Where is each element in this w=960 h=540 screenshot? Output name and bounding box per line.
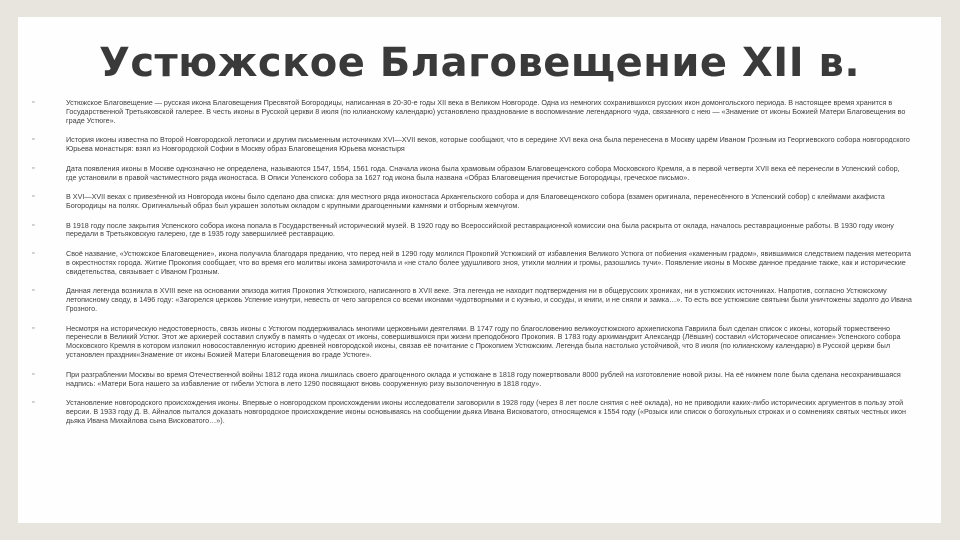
bullet-icon: ▫ xyxy=(32,164,35,172)
bullet-item xyxy=(32,371,912,389)
bullet-text: При разграблении Москвы во время Отечественной войны 1812 года икона лишилась своего драгоценного оклада и устюжане в 1818 году пожертвовали 8000 рублей на изготовление новой ризы. На её нижнем поле была сделана несохранившаяся надпись: «Матери Бога нашего за избавление от гибели Устюга в лето 1290 посвящают вновь сооруженную ризу вызолоченную в 1818 году». xyxy=(66,369,901,388)
bullet-text: Дата появления иконы в Москве однозначно не определена, называются 1547, 1554, 1561 года. Сначала икона была храмовым образом Благовещенского собора Московского Кремля, а в первой четверти XVII века её перенесли в Успенский собор, где установили в правой частиместного ряда иконостаса. В Описи Успенского собора за 1627 год икона была названа «Образ Благовещения пречистые Богородицы, греческое письмо». xyxy=(66,163,900,182)
bullet-icon: ▫ xyxy=(32,136,35,144)
bullet-icon: ▫ xyxy=(32,193,35,201)
bullet-item xyxy=(32,136,912,154)
bullet-icon: ▫ xyxy=(32,99,35,106)
bullet-icon: ▫ xyxy=(32,399,35,407)
bullet-text: В XVI—XVII веках с привезённой из Новгорода иконы было сделано два списка: для местного ряда иконостаса Архангельского собора и для Благовещенского собора (взамен оригинала, перенесённого в Успенский собор) с клеймами акафиста Богородицы на полях. Оригинальный образ был украшен золотым окладом с крупными драгоценными камнями и отборным жемчугом. xyxy=(66,192,885,211)
bullet-text: История иконы известна по Второй Новгородской летописи и другим письменным источникам XVI—XVII веков, которые сообщают, что в середине XVI века она была перенесена в Москву царём Иваном Грозным из Георгиевского собора новгородского Юрьева монастыря: взял из Новгородской Софии в Москву образ Благовещения Юрьева монастыря xyxy=(66,135,910,154)
bullet-item xyxy=(32,250,912,277)
bullet-item xyxy=(32,399,912,426)
bullet-text: Своё название, «Устюжское Благовещение», икона получила благодаря преданию, что перед ней в 1290 году молился Прокопий Устюжский от избавления Великого Устюга от побиения «каменным градом», явившимися следствием падения метеорита в окрестностях города. Житие Прокопия сообщает, что во время его молитвы икона замироточила и «не стало более удушливого зноя, утихли молнии и громы, разошлись тучи». Появление иконы в Москве данное предание также, как и исторические свидетельства, связывает с Иваном Грозным. xyxy=(66,248,911,276)
bullet-icon: ▫ xyxy=(32,221,35,229)
slide xyxy=(18,17,941,523)
bullet-icon: ▫ xyxy=(32,324,35,332)
bullet-text: Устюжское Благовещение — русская икона Благовещения Пресвятой Богородицы, написанная в 20-30-е годы XII века в Великом Новгороде. Одна из немногих сохранившихся русских икон домонгольского периода. В настоящее время хранится в Государственной Третьяковской галерее. В честь иконы в Русской церкви 8 июля (по юлианскому календарю) установлено празднование в воспоминание легендарного чуда, связанного с нею — «Знамение от иконы Божией Матери Благовещения во граде Устюге». xyxy=(66,98,906,125)
bullet-item xyxy=(32,287,912,314)
bullet-icon: ▫ xyxy=(32,287,35,295)
bullet-item xyxy=(32,193,912,211)
bullet-item xyxy=(32,99,912,126)
bullet-item xyxy=(32,325,912,361)
slide-title: Устюжское Благовещение XII в. xyxy=(98,40,861,86)
bullet-icon: ▫ xyxy=(32,249,35,257)
bullet-item xyxy=(32,222,912,240)
bullet-text: В 1918 году после закрытия Успенского собора икона попала в Государственный исторический музей. В 1920 году во Всероссийской реставрационной комиссии она была раскрыта от оклада, началось реставрационные работы. В 1930 году икону передали в Третьяковскую галерею, где в 1935 году завершилиеё реставрацию. xyxy=(66,220,894,239)
bullet-list xyxy=(32,99,912,437)
bullet-text: Установление новгородского происхождения иконы. Впервые о новгородском происхождении иконы исследователи заговорили в 1928 году (через 8 лет после снятия с неё оклада), но не приводили каких-либо исторических аргументов в пользу этой версии. В 1933 году Д. В. Айналов пытался доказать новгородское происхождение иконы основываясь на сообщении дьяка Ивана Висковатого, относящемся к 1554 году («Розыск или список о богохульных строках и о сомнениях святых честных икон дьяка Ивана Михайлова сына Висковатого…»). xyxy=(66,398,906,425)
bullet-icon: ▫ xyxy=(32,370,35,378)
bullet-item xyxy=(32,165,912,183)
bullet-text: Несмотря на историческую недостоверность, связь иконы с Устюгом поддерживалась многими церковными деятелями. В 1747 году по благословению великоустюжского архиепископа Гавриила был сделан список с иконы, который торжественно перенесли в Великий Устюг. Этот же архиерей составил службу в память о чудесах от иконы, совершившихся при жизни преподобного Прокопия. В 1783 году архимандрит Александр (Лёвшин) составил «Историческое описание» Успенского собора Московского Кремля в котором изложил новосоставленную историю древней новгородской иконы, связав её почитание с Прокопием Устюжским. Легенда была настолько устойчивой, что 8 июля (по юлианскому календарю) в Русской церкви был установлен праздник«Знамение от иконы Божией Матери Благовещения во граде Устюге». xyxy=(66,323,901,360)
bullet-text: Данная легенда возникла в XVIII веке на основании эпизода жития Прокопия Устюжского, написанного в XVII веке. Эта легенда не находит подтверждения ни в общерусских хрониках, ни в устюжских источниках. Напротив, согласно Устюжскому летописному своду, в 1496 году: «Загорелся церковь Успение изнутри, невесть от чего загорелся со всеми иконами чудотворными и с кузнью, и сосуды, и книги, и не сняли и замка…». То есть все устюжские святыни были уничтожены задолго до Ивана Грозного. xyxy=(66,286,912,314)
